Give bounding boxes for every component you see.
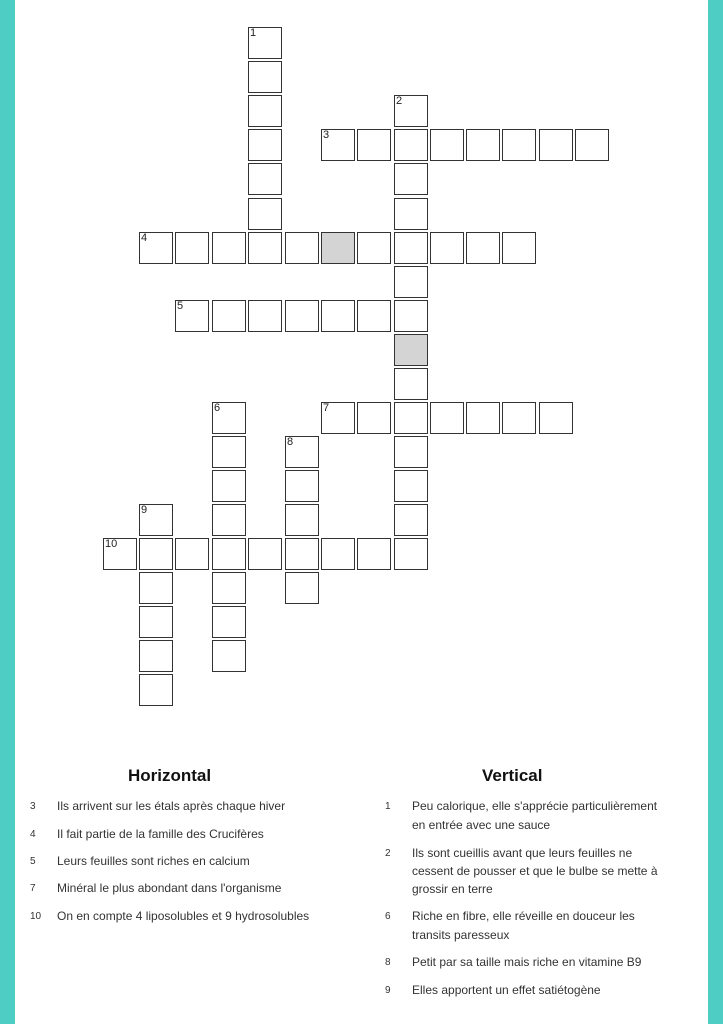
crossword-cell[interactable] (139, 606, 173, 638)
crossword-cell[interactable] (394, 436, 428, 468)
crossword-cell[interactable] (357, 402, 391, 434)
crossword-cell[interactable] (430, 129, 464, 161)
crossword-cell[interactable] (357, 232, 391, 264)
crossword-cell[interactable] (575, 129, 609, 161)
crossword-cell[interactable] (248, 538, 282, 570)
crossword-cell[interactable] (212, 572, 246, 604)
crossword-cell[interactable] (502, 402, 536, 434)
clue-number: 7 (30, 883, 36, 894)
crossword-cell[interactable] (394, 300, 428, 332)
clue-number: 5 (30, 856, 36, 867)
crossword-cell[interactable] (248, 27, 282, 59)
crossword-cell[interactable] (285, 470, 319, 502)
clue-text-line: en entrée avec une sauce (412, 818, 551, 832)
horizontal-heading: Horizontal (128, 766, 212, 785)
crossword-cell[interactable] (394, 163, 428, 195)
crossword-cell[interactable] (285, 300, 319, 332)
vertical-heading: Vertical (482, 766, 543, 785)
clue-text-line: Ils sont cueillis avant que leurs feuilles ne (412, 846, 633, 860)
crossword-cell[interactable] (248, 61, 282, 93)
crossword-cell[interactable] (357, 538, 391, 570)
crossword-cell[interactable] (394, 95, 428, 127)
clue-number-label: 4 (141, 232, 148, 244)
clue-horizontal-10 (30, 907, 360, 927)
clue-text: Leurs feuilles sont riches en calcium (57, 854, 250, 868)
crossword-cell[interactable] (430, 232, 464, 264)
crossword-cell[interactable] (394, 232, 428, 264)
crossword-cell[interactable] (321, 129, 355, 161)
crossword-cell[interactable] (285, 436, 319, 468)
clue-number-label: 3 (323, 129, 330, 141)
clue-number: 9 (385, 985, 391, 996)
clue-vertical-2 (385, 844, 695, 904)
crossword-cell[interactable] (321, 538, 355, 570)
clue-number-label: 10 (105, 538, 118, 550)
clue-number-label: 9 (141, 504, 148, 516)
clue-text-line: transits paresseux (412, 928, 510, 942)
crossword-cell[interactable] (466, 129, 500, 161)
crossword-cell[interactable] (212, 232, 246, 264)
clue-text-line: cessent de pousser et que le bulbe se mette à (412, 864, 658, 878)
crossword-cell[interactable] (248, 300, 282, 332)
crossword-cell[interactable] (357, 300, 391, 332)
crossword-cell-shaded[interactable] (321, 232, 355, 264)
crossword-cell[interactable] (466, 402, 500, 434)
crossword-cell[interactable] (248, 198, 282, 230)
crossword-cell[interactable] (285, 572, 319, 604)
crossword-cell[interactable] (321, 402, 355, 434)
clue-text-line: Petit par sa taille mais riche en vitamine B9 (412, 955, 642, 969)
crossword-cell[interactable] (212, 402, 246, 434)
clue-text: Minéral le plus abondant dans l'organisme (57, 881, 282, 895)
clue-text-line: Riche en fibre, elle réveille en douceur les (412, 909, 635, 923)
crossword-cell[interactable] (285, 504, 319, 536)
crossword-cell[interactable] (285, 232, 319, 264)
crossword-cell[interactable] (394, 129, 428, 161)
crossword-cell[interactable] (430, 402, 464, 434)
crossword-cell[interactable] (175, 538, 209, 570)
crossword-cell[interactable] (212, 606, 246, 638)
clue-horizontal-5 (30, 852, 350, 872)
crossword-cell[interactable] (248, 129, 282, 161)
clue-text-line: grossir en terre (412, 882, 493, 896)
clue-horizontal-7 (30, 879, 350, 899)
crossword-cell[interactable] (175, 232, 209, 264)
clue-text-line: Elles apportent un effet satiétogène (412, 983, 601, 997)
clue-text: Ils arrivent sur les étals après chaque hiver (57, 799, 286, 813)
clue-number-label: 1 (250, 27, 257, 39)
clue-horizontal-4 (30, 825, 350, 845)
crossword-cell[interactable] (394, 368, 428, 400)
crossword-cell[interactable] (212, 504, 246, 536)
crossword-cell[interactable] (139, 232, 173, 264)
crossword-cell[interactable] (139, 640, 173, 672)
clue-vertical-8 (385, 953, 695, 973)
clue-number: 10 (30, 911, 42, 922)
crossword-cell[interactable] (103, 538, 137, 570)
clue-number-label: 6 (214, 402, 221, 414)
clue-text: Il fait partie de la famille des Crucifères (57, 827, 264, 841)
crossword-cell[interactable] (285, 538, 319, 570)
crossword-cell[interactable] (248, 232, 282, 264)
crossword-cell[interactable] (394, 470, 428, 502)
crossword-cell[interactable] (502, 232, 536, 264)
clue-text-line: Peu calorique, elle s'apprécie particulièrement (412, 799, 658, 813)
crossword-cell[interactable] (248, 163, 282, 195)
clue-horizontal-3 (30, 797, 350, 817)
crossword-cell[interactable] (394, 266, 428, 298)
crossword-cell[interactable] (212, 300, 246, 332)
crossword-cell[interactable] (321, 300, 355, 332)
crossword-cell[interactable] (139, 572, 173, 604)
crossword-cell[interactable] (539, 402, 573, 434)
crossword-cell[interactable] (502, 129, 536, 161)
crossword-cell[interactable] (139, 504, 173, 536)
clue-number: 2 (385, 848, 391, 859)
clue-number: 6 (385, 911, 391, 922)
clue-number-label: 2 (396, 95, 403, 107)
crossword-cell-shaded[interactable] (394, 334, 428, 366)
clue-number-label: 5 (177, 300, 184, 312)
crossword-cell[interactable] (248, 95, 282, 127)
crossword-cell[interactable] (357, 129, 391, 161)
clue-number-label: 7 (323, 402, 330, 414)
crossword-cell[interactable] (394, 504, 428, 536)
crossword-cell[interactable] (394, 402, 428, 434)
crossword-cell[interactable] (212, 538, 246, 570)
clue-number-label: 8 (287, 436, 294, 448)
crossword-cell[interactable] (212, 470, 246, 502)
clue-number: 3 (30, 801, 36, 812)
crossword-cell[interactable] (175, 300, 209, 332)
clue-vertical-6 (385, 907, 695, 947)
clue-number: 1 (385, 801, 391, 812)
crossword-cell[interactable] (139, 674, 173, 706)
clue-number: 8 (385, 957, 391, 968)
clue-text: On en compte 4 liposolubles et 9 hydrosolubles (57, 909, 310, 923)
crossword-cell[interactable] (212, 640, 246, 672)
crossword-cell[interactable] (394, 198, 428, 230)
clue-vertical-9 (385, 981, 695, 1001)
crossword-cell[interactable] (212, 436, 246, 468)
crossword-cell[interactable] (394, 538, 428, 570)
clue-vertical-1 (385, 797, 695, 837)
crossword-cell[interactable] (466, 232, 500, 264)
crossword-cell[interactable] (139, 538, 173, 570)
crossword-cell[interactable] (539, 129, 573, 161)
clue-number: 4 (30, 829, 36, 840)
